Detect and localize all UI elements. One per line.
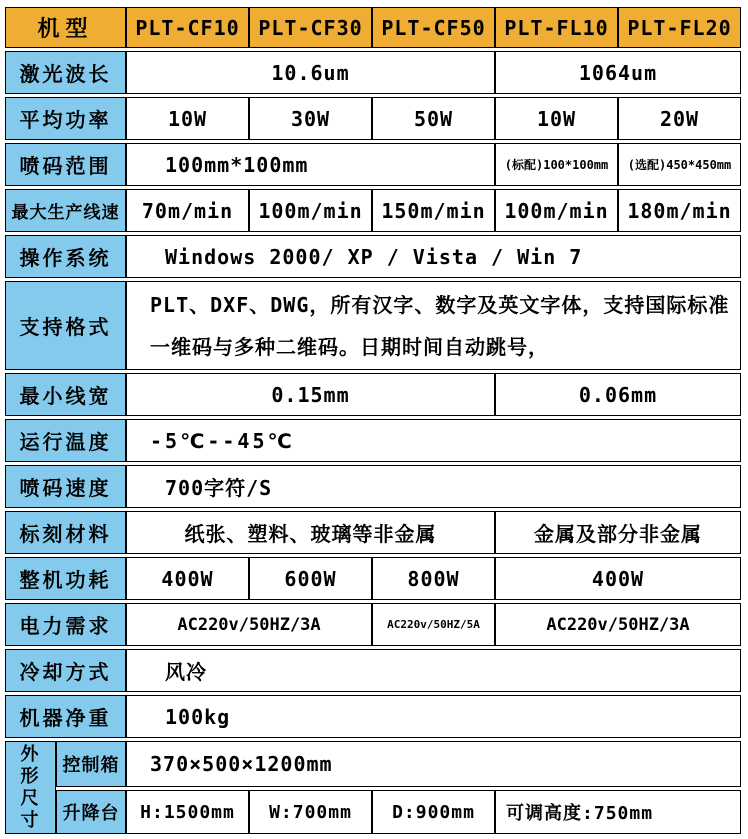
row-materials	[5, 511, 741, 554]
value-os: Windows 2000/ XP / Vista / Win 7	[126, 235, 741, 278]
spec-table	[5, 4, 741, 837]
value-speed-cf30: 100m/min	[249, 189, 372, 232]
value-consumption-cf50: 800W	[372, 557, 495, 600]
row-max-line-speed	[5, 189, 741, 232]
label-cooling: 冷却方式	[5, 649, 126, 692]
label-materials: 标刻材料	[5, 511, 126, 554]
model-plt-fl10: PLT-FL10	[495, 7, 618, 48]
label-power-supply: 电力需求	[5, 603, 126, 646]
value-lift-height: H:1500mm	[126, 790, 249, 834]
model-plt-cf30: PLT-CF30	[249, 7, 372, 48]
row-laser-wavelength	[5, 51, 741, 94]
row-cooling	[5, 649, 741, 692]
label-min-line-width: 最小线宽	[5, 373, 126, 416]
header-row	[5, 7, 741, 48]
label-power-consumption: 整机功耗	[5, 557, 126, 600]
model-plt-cf10: PLT-CF10	[126, 7, 249, 48]
value-speed-fl20: 180m/min	[618, 189, 741, 232]
value-materials-cf: 纸张、塑料、玻璃等非金属	[126, 511, 495, 554]
label-operating-temp: 运行温度	[5, 419, 126, 462]
value-range-fl20: (选配)450*450mm	[618, 143, 741, 186]
value-speed-cf50: 150m/min	[372, 189, 495, 232]
value-speed-cf10: 70m/min	[126, 189, 249, 232]
value-net-weight: 100kg	[126, 695, 741, 738]
value-power-cf10: 10W	[126, 97, 249, 140]
value-consumption-cf10: 400W	[126, 557, 249, 600]
value-supply-fl: AC220v/50HZ/3A	[495, 603, 741, 646]
label-lift-table: 升降台	[56, 790, 126, 834]
label-avg-power: 平均功率	[5, 97, 126, 140]
label-os: 操作系统	[5, 235, 126, 278]
model-plt-fl20: PLT-FL20	[618, 7, 741, 48]
value-speed-fl10: 100m/min	[495, 189, 618, 232]
row-power-supply	[5, 603, 741, 646]
row-marking-range	[5, 143, 741, 186]
row-net-weight	[5, 695, 741, 738]
label-control-box: 控制箱	[56, 741, 126, 787]
row-power-consumption	[5, 557, 741, 600]
label-marking-range: 喷码范围	[5, 143, 126, 186]
value-supply-cf10-cf30: AC220v/50HZ/3A	[126, 603, 372, 646]
value-control-box: 370×500×1200mm	[126, 741, 741, 787]
value-lift-adjustable: 可调高度:750mm	[495, 790, 741, 834]
value-marking-speed: 700字符/S	[126, 465, 741, 508]
label-laser-wavelength: 激光波长	[5, 51, 126, 94]
value-materials-fl: 金属及部分非金属	[495, 511, 741, 554]
row-marking-speed	[5, 465, 741, 508]
value-range-fl10: (标配)100*100mm	[495, 143, 618, 186]
row-formats	[5, 281, 741, 370]
label-formats: 支持格式	[5, 281, 126, 370]
value-range-cf: 100mm*100mm	[126, 143, 495, 186]
model-plt-cf50: PLT-CF50	[372, 7, 495, 48]
label-max-line-speed: 最大生产线速	[5, 189, 126, 232]
value-cooling: 风冷	[126, 649, 741, 692]
label-marking-speed: 喷码速度	[5, 465, 126, 508]
value-power-fl20: 20W	[618, 97, 741, 140]
row-os	[5, 235, 741, 278]
value-lift-width: W:700mm	[249, 790, 372, 834]
row-operating-temp	[5, 419, 741, 462]
model-header-cell: 机型	[5, 7, 126, 48]
value-consumption-cf30: 600W	[249, 557, 372, 600]
value-wavelength-cf: 10.6um	[126, 51, 495, 94]
value-power-fl10: 10W	[495, 97, 618, 140]
value-linewidth-fl: 0.06mm	[495, 373, 741, 416]
value-power-cf30: 30W	[249, 97, 372, 140]
row-avg-power	[5, 97, 741, 140]
label-net-weight: 机器净重	[5, 695, 126, 738]
row-min-line-width	[5, 373, 741, 416]
value-lift-depth: D:900mm	[372, 790, 495, 834]
row-lift-table	[5, 790, 741, 834]
label-dimensions: 外形尺寸	[5, 741, 56, 834]
value-supply-cf50: AC220v/50HZ/5A	[372, 603, 495, 646]
value-linewidth-cf: 0.15mm	[126, 373, 495, 416]
value-operating-temp: -5℃--45℃	[126, 419, 741, 462]
row-control-box	[5, 741, 741, 787]
value-formats: PLT、DXF、DWG，所有汉字、数字及英文字体，支持国际标准一维码与多种二维码。日期时间自动跳号，	[126, 281, 741, 370]
value-power-cf50: 50W	[372, 97, 495, 140]
value-wavelength-fl: 1064um	[495, 51, 741, 94]
value-consumption-fl: 400W	[495, 557, 741, 600]
